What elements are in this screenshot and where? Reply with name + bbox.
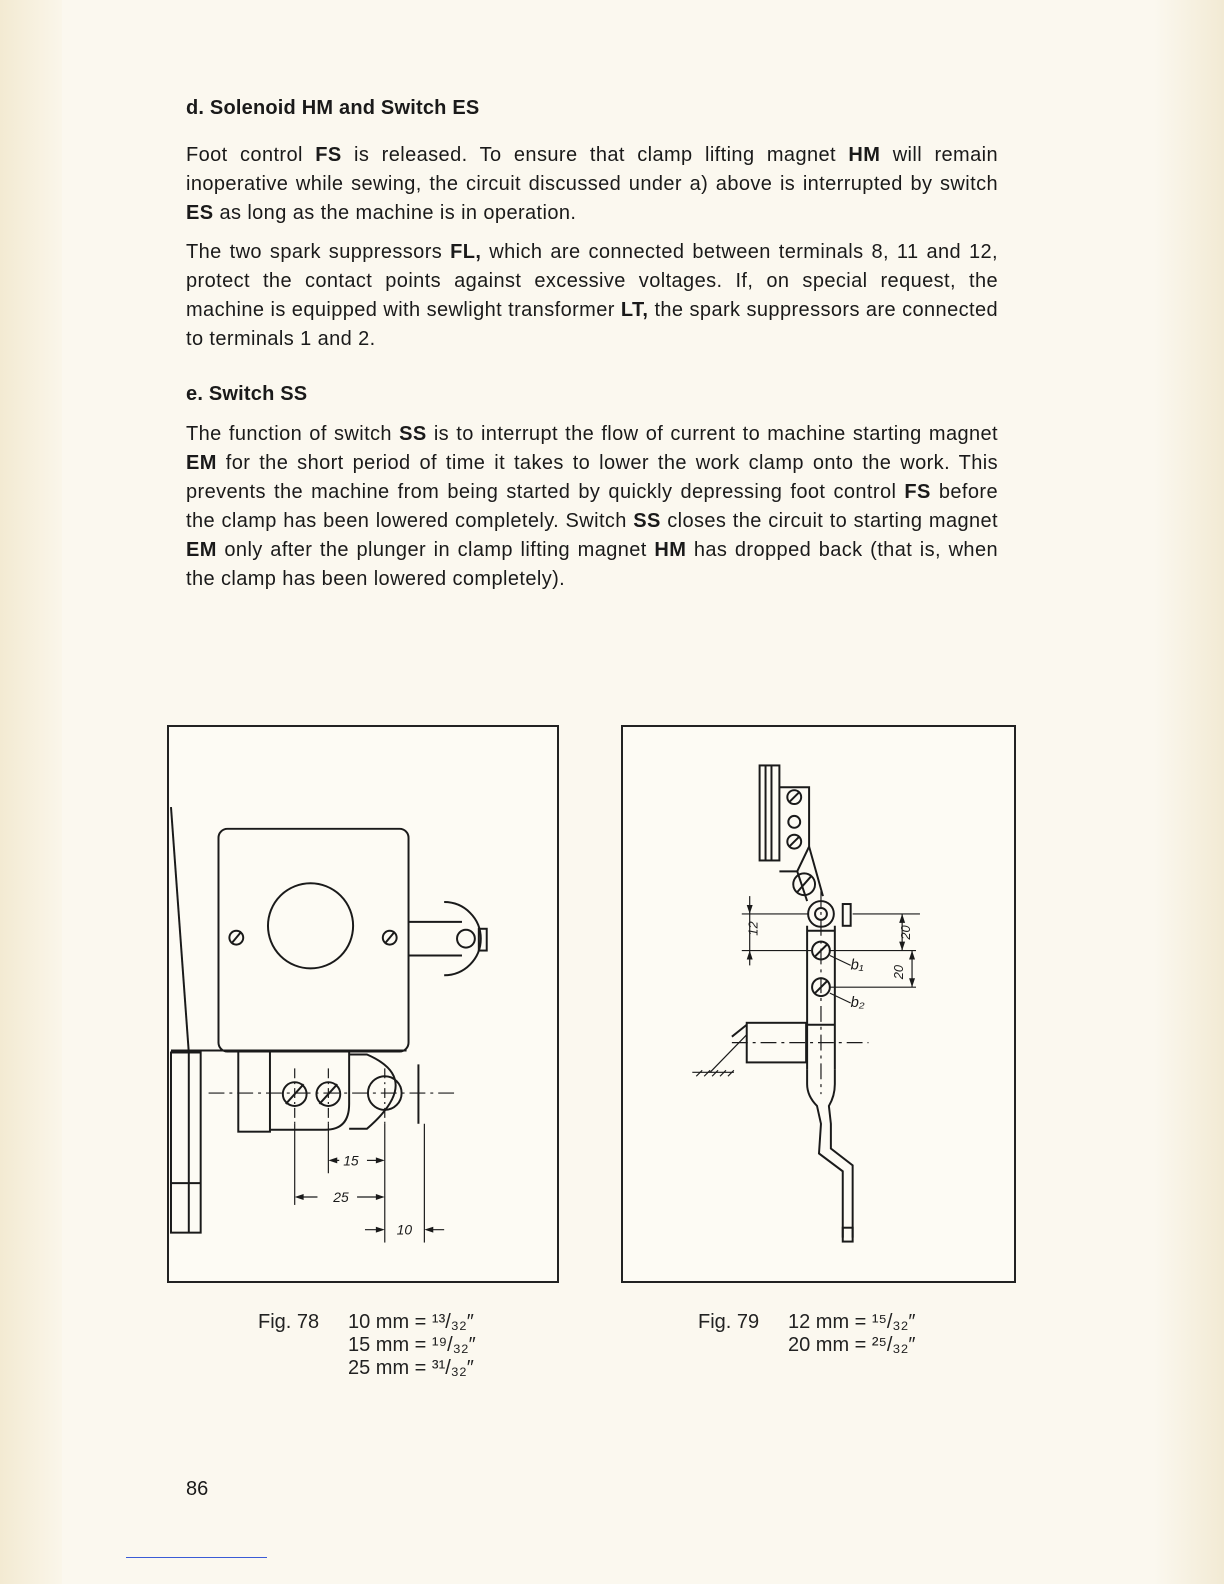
bottom-rule (126, 1557, 267, 1558)
figure-79-drawing (623, 727, 1014, 1281)
section-e-paragraph-1: The function of switch SS is to interrupt the flow of current to machine starting magnet EM for the short period of time it takes to lower the work clamp onto the work. This prevents the machine from being started by quickly depressing foot control FS before the clamp has been lowered completely. Switch SS closes the circuit to starting magnet EM only after the plunger in clamp lifting magnet HM has dropped back (that is, when the clamp has been lowered completely). (186, 423, 998, 590)
figure-79-conversion-1: 12 mm = ¹⁵/₃₂″ (788, 1311, 916, 1333)
figure-78-drawing (169, 727, 557, 1281)
section-d-paragraph-2: The two spark suppressors FL, which are connected between terminals 8, 11 and 12, protect the contact points against excessive voltages. If, on special request, the machine is equipped with sewlight transformer LT, the spark suppressors are connected to terminals 1 and 2. (186, 241, 999, 350)
page-number: 86 (186, 1478, 209, 1500)
fig79-label-b2: b₂ (850, 994, 865, 1011)
figure-78-conversion-2: 15 mm = ¹⁹/₃₂″ (348, 1334, 476, 1356)
emphasis-term: EM (186, 452, 217, 474)
emphasis-term: FS (315, 144, 342, 166)
fig78-dim-25: 25 (333, 1188, 349, 1205)
section-e-heading: e. Switch SS (186, 383, 308, 405)
emphasis-term: SS (399, 423, 427, 445)
section-d-heading: d. Solenoid HM and Switch ES (186, 97, 480, 119)
figure-79-label: Fig. 79 (698, 1311, 760, 1333)
emphasis-term: FL, (450, 241, 482, 263)
figure-79 (621, 725, 1016, 1283)
figure-78-label: Fig. 78 (258, 1311, 320, 1333)
fig78-dim-15: 15 (343, 1152, 359, 1169)
fig78-dim-10: 10 (396, 1221, 413, 1238)
emphasis-term: ES (186, 202, 214, 224)
emphasis-term: EM (186, 539, 217, 561)
figure-79-caption (698, 1311, 978, 1359)
fig79-label-b1: b₁ (850, 957, 864, 974)
emphasis-term: SS (633, 510, 661, 532)
section-d-paragraph-1: Foot control FS is released. To ensure that clamp lifting magnet HM will remain inoperative while sewing, the circuit discussed under a) above is interrupted by switch ES as long as the machine is in operation. (186, 144, 999, 224)
page-edge-right (1154, 0, 1224, 1584)
page-edge-left (0, 0, 62, 1584)
figure-78 (167, 725, 559, 1283)
emphasis-term: HM (848, 144, 881, 166)
figure-78-conversion-3: 25 mm = ³¹/₃₂″ (348, 1357, 474, 1379)
emphasis-term: HM (654, 539, 687, 561)
emphasis-term: FS (904, 481, 931, 503)
figure-78-conversion-1: 10 mm = ¹³/₃₂″ (348, 1311, 474, 1333)
fig79-dim-12: 12 (745, 921, 761, 936)
figure-78-caption (258, 1311, 538, 1383)
fig79-dim-20-lower: 20 (891, 964, 907, 980)
figure-79-conversion-2: 20 mm = ²⁵/₃₂″ (788, 1334, 916, 1356)
fig79-dim-20-upper: 20 (898, 925, 914, 940)
emphasis-term: LT, (620, 299, 649, 321)
